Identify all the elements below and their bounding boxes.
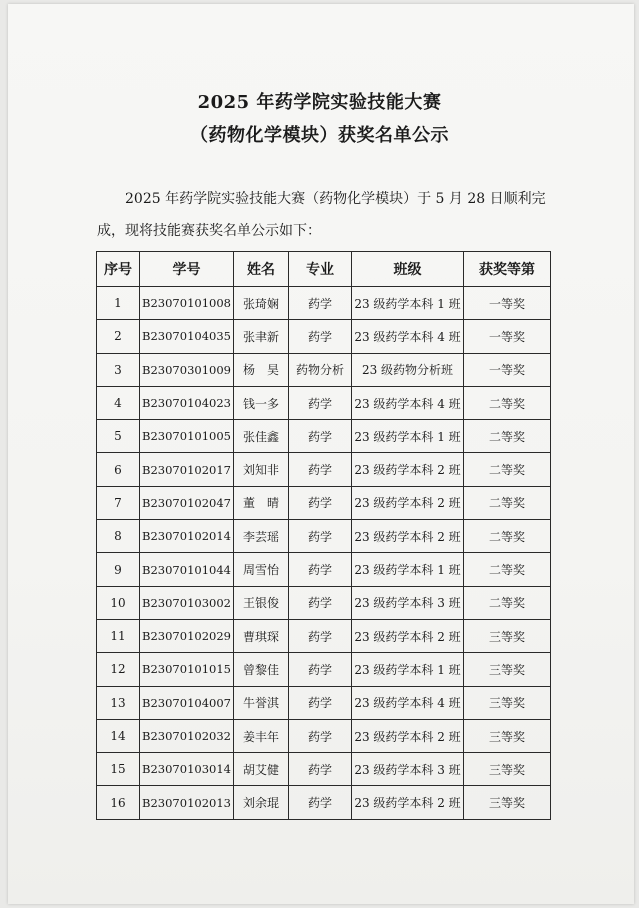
cell-student-id: B23070104007 <box>140 686 234 719</box>
table-row <box>97 420 551 453</box>
cell-award: 二等奖 <box>464 386 551 419</box>
cell-award: 二等奖 <box>464 586 551 619</box>
header-student-id: 学号 <box>140 252 234 287</box>
cell-student-id: B23070102013 <box>140 786 234 819</box>
table-body <box>97 287 551 820</box>
cell-name: 王银俊 <box>234 586 289 619</box>
cell-no: 9 <box>97 553 140 586</box>
table-row <box>97 386 551 419</box>
cell-award: 二等奖 <box>464 453 551 486</box>
cell-major: 药学 <box>289 719 352 752</box>
cell-major: 药学 <box>289 453 352 486</box>
cell-student-id: B23070104035 <box>140 320 234 353</box>
table-row <box>97 653 551 686</box>
cell-name: 张琦娴 <box>234 287 289 320</box>
cell-major: 药学 <box>289 386 352 419</box>
cell-class: 23 级药学本科 2 班 <box>352 486 464 519</box>
cell-student-id: B23070101005 <box>140 420 234 453</box>
cell-major: 药学 <box>289 653 352 686</box>
cell-student-id: B23070102014 <box>140 520 234 553</box>
cell-major: 药学 <box>289 786 352 819</box>
table-row <box>97 486 551 519</box>
cell-name: 李芸瑶 <box>234 520 289 553</box>
cell-major: 药学 <box>289 586 352 619</box>
cell-name: 曹琪琛 <box>234 619 289 652</box>
table-row <box>97 719 551 752</box>
cell-name: 杨 昊 <box>234 353 289 386</box>
cell-major: 药学 <box>289 520 352 553</box>
cell-no: 4 <box>97 386 140 419</box>
cell-name: 牛誉淇 <box>234 686 289 719</box>
table-row <box>97 686 551 719</box>
cell-major: 药学 <box>289 420 352 453</box>
header-class: 班级 <box>352 252 464 287</box>
cell-student-id: B23070102032 <box>140 719 234 752</box>
table-row <box>97 753 551 786</box>
table-header-row <box>97 252 551 287</box>
cell-student-id: B23070102017 <box>140 453 234 486</box>
cell-class: 23 级药物分析班 <box>352 353 464 386</box>
cell-student-id: B23070103014 <box>140 753 234 786</box>
cell-class: 23 级药学本科 3 班 <box>352 586 464 619</box>
cell-award: 一等奖 <box>464 320 551 353</box>
cell-no: 8 <box>97 520 140 553</box>
cell-name: 刘余琨 <box>234 786 289 819</box>
header-award: 获奖等第 <box>464 252 551 287</box>
cell-class: 23 级药学本科 2 班 <box>352 719 464 752</box>
table-row <box>97 353 551 386</box>
cell-name: 钱一多 <box>234 386 289 419</box>
cell-major: 药学 <box>289 753 352 786</box>
cell-no: 14 <box>97 719 140 752</box>
cell-student-id: B23070101015 <box>140 653 234 686</box>
cell-class: 23 级药学本科 4 班 <box>352 686 464 719</box>
document-title: 2025 年药学院实验技能大赛 <box>197 92 442 113</box>
cell-name: 胡艾健 <box>234 753 289 786</box>
table-row <box>97 287 551 320</box>
cell-major: 药学 <box>289 686 352 719</box>
cell-award: 二等奖 <box>464 553 551 586</box>
cell-no: 1 <box>97 287 140 320</box>
cell-award: 三等奖 <box>464 753 551 786</box>
cell-class: 23 级药学本科 2 班 <box>352 520 464 553</box>
cell-major: 药物分析 <box>289 353 352 386</box>
cell-no: 5 <box>97 420 140 453</box>
cell-no: 2 <box>97 320 140 353</box>
cell-award: 一等奖 <box>464 287 551 320</box>
cell-student-id: B23070101044 <box>140 553 234 586</box>
cell-major: 药学 <box>289 553 352 586</box>
cell-major: 药学 <box>289 486 352 519</box>
table-row <box>97 453 551 486</box>
cell-award: 二等奖 <box>464 520 551 553</box>
table-row <box>97 786 551 819</box>
cell-student-id: B23070301009 <box>140 353 234 386</box>
table-row <box>97 553 551 586</box>
cell-student-id: B23070104023 <box>140 386 234 419</box>
cell-no: 7 <box>97 486 140 519</box>
cell-major: 药学 <box>289 287 352 320</box>
cell-class: 23 级药学本科 2 班 <box>352 453 464 486</box>
cell-name: 周雪怡 <box>234 553 289 586</box>
award-table <box>96 251 551 820</box>
table-row <box>97 520 551 553</box>
cell-no: 12 <box>97 653 140 686</box>
cell-award: 三等奖 <box>464 686 551 719</box>
cell-award: 三等奖 <box>464 786 551 819</box>
cell-no: 15 <box>97 753 140 786</box>
cell-class: 23 级药学本科 4 班 <box>352 320 464 353</box>
cell-award: 三等奖 <box>464 719 551 752</box>
document-subtitle: （药物化学模块）获奖名单公示 <box>190 125 449 146</box>
cell-class: 23 级药学本科 1 班 <box>352 420 464 453</box>
cell-award: 二等奖 <box>464 486 551 519</box>
header-major: 专业 <box>289 252 352 287</box>
cell-award: 三等奖 <box>464 653 551 686</box>
cell-student-id: B23070102029 <box>140 619 234 652</box>
cell-student-id: B23070101008 <box>140 287 234 320</box>
cell-award: 二等奖 <box>464 420 551 453</box>
cell-class: 23 级药学本科 2 班 <box>352 619 464 652</box>
cell-award: 一等奖 <box>464 353 551 386</box>
table-row <box>97 619 551 652</box>
cell-class: 23 级药学本科 1 班 <box>352 287 464 320</box>
cell-no: 3 <box>97 353 140 386</box>
cell-class: 23 级药学本科 1 班 <box>352 653 464 686</box>
intro-paragraph: 2025 年药学院实验技能大赛（药物化学模块）于 5 月 28 日顺利完成，现将技能赛获奖名单公示如下： <box>97 191 546 239</box>
cell-no: 16 <box>97 786 140 819</box>
header-no: 序号 <box>97 252 140 287</box>
cell-class: 23 级药学本科 2 班 <box>352 786 464 819</box>
cell-no: 10 <box>97 586 140 619</box>
table-row <box>97 320 551 353</box>
table-row <box>97 586 551 619</box>
cell-name: 张聿新 <box>234 320 289 353</box>
cell-class: 23 级药学本科 1 班 <box>352 553 464 586</box>
cell-major: 药学 <box>289 320 352 353</box>
cell-name: 姜丰年 <box>234 719 289 752</box>
header-name: 姓名 <box>234 252 289 287</box>
cell-no: 11 <box>97 619 140 652</box>
cell-student-id: B23070103002 <box>140 586 234 619</box>
cell-name: 董 晴 <box>234 486 289 519</box>
cell-no: 13 <box>97 686 140 719</box>
cell-no: 6 <box>97 453 140 486</box>
cell-class: 23 级药学本科 4 班 <box>352 386 464 419</box>
cell-name: 曾黎佳 <box>234 653 289 686</box>
cell-name: 刘知非 <box>234 453 289 486</box>
cell-student-id: B23070102047 <box>140 486 234 519</box>
cell-name: 张佳鑫 <box>234 420 289 453</box>
cell-major: 药学 <box>289 619 352 652</box>
cell-award: 三等奖 <box>464 619 551 652</box>
cell-class: 23 级药学本科 3 班 <box>352 753 464 786</box>
